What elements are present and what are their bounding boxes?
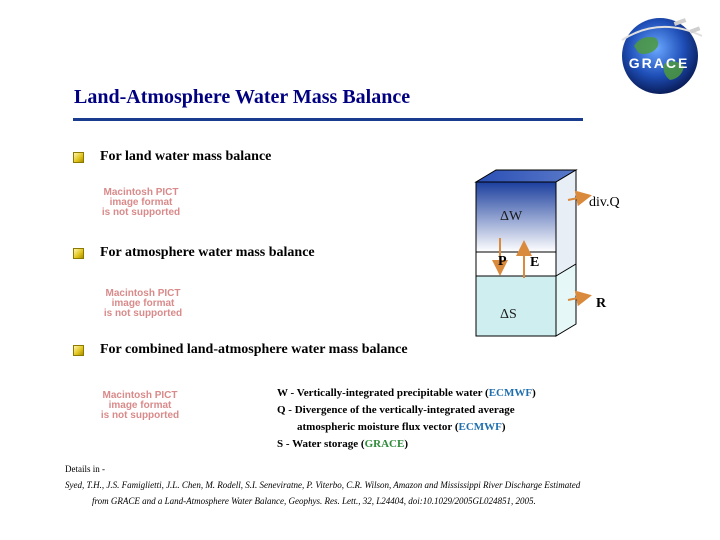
citation-line-2: from GRACE and a Land-Atmosphere Water Balance, Geophys. Res. Lett., 32, L24404, doi:10.1029/2005GL024851, 2005.	[92, 496, 536, 506]
equation-image-placeholder: Macintosh PICT image format is not supported	[101, 187, 181, 218]
precipitation-label: P	[498, 254, 507, 269]
citation	[65, 461, 580, 509]
bullet-land-balance: For land water mass balance	[100, 149, 272, 164]
legend-line-q-cont: atmospheric moisture flux vector (ECMWF)	[297, 421, 506, 433]
equation-image-placeholder: Macintosh PICT image format is not supported	[100, 390, 180, 421]
citation-line-1: Syed, T.H., J.S. Famiglietti, J.L. Chen, M. Rodell, S.I. Seneviratne, P. Viterbo, C.R. Wilson, Amazon and Mississippi River Discharge Estimated	[65, 480, 581, 490]
logo-text: GRACE	[628, 55, 690, 71]
land-front-face	[476, 276, 556, 336]
page-title: Land-Atmosphere Water Mass Balance	[74, 86, 411, 108]
delta-s-label: ΔS	[500, 307, 517, 322]
legend-line-s: S - Water storage (GRACE)	[277, 438, 408, 450]
runoff-label: R	[596, 296, 607, 311]
citation-label: Details in -	[65, 464, 105, 474]
grace-globe-logo	[612, 6, 712, 98]
bullet-combined-balance: For combined land-atmosphere water mass balance	[100, 342, 408, 357]
title-underline	[73, 118, 583, 121]
equation-image-placeholder: Macintosh PICT image format is not supported	[103, 288, 183, 319]
legend-line-w: W - Vertically-integrated precipitable water (ECMWF)	[277, 387, 536, 399]
bullet-icon	[73, 152, 84, 163]
bullet-atmosphere-balance: For atmosphere water mass balance	[100, 245, 315, 260]
water-balance-diagram	[460, 168, 640, 348]
evaporation-label: E	[530, 255, 540, 270]
legend-line-q: Q - Divergence of the vertically-integrated average	[277, 404, 515, 416]
bullet-icon	[73, 248, 84, 259]
delta-w-label: ΔW	[500, 209, 523, 224]
variable-legend	[277, 385, 536, 453]
divq-label: div.Q	[589, 195, 620, 210]
bullet-icon	[73, 345, 84, 356]
